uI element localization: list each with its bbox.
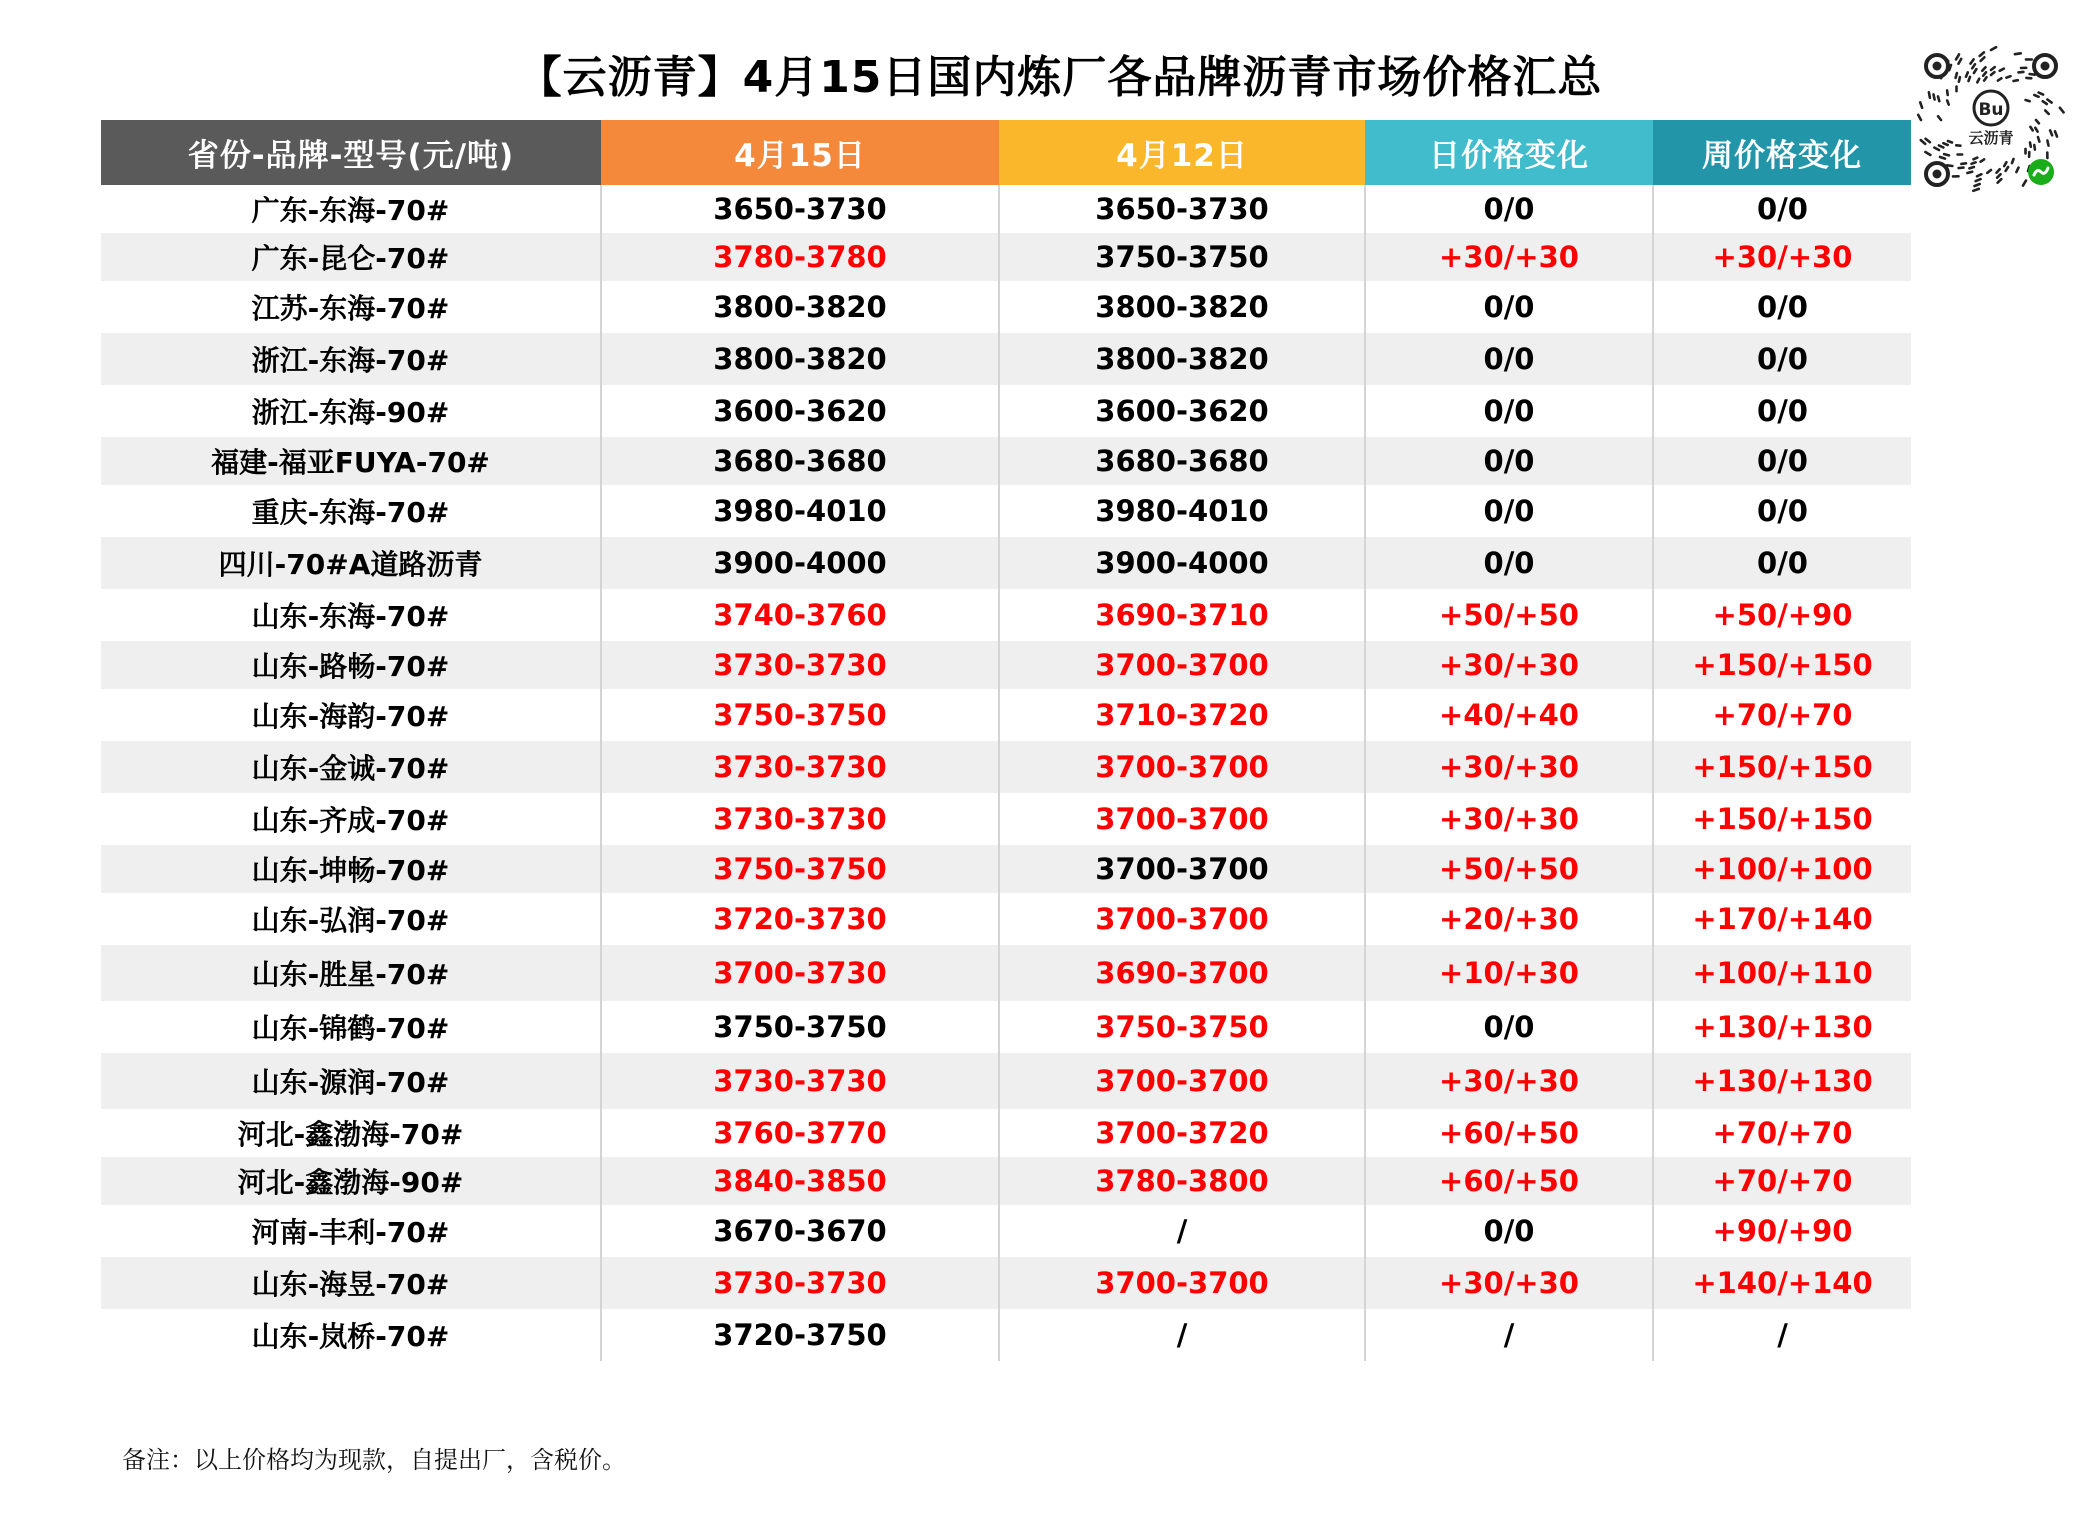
cell-day-change: +60/+50 (1365, 1109, 1653, 1157)
cell-label: 福建-福亚FUYA-70# (101, 437, 601, 485)
cell-label: 河南-丰利-70# (251, 1216, 450, 1249)
cell-today: 3800-3820 (601, 281, 999, 333)
cell-label: 山东-源润-70# (101, 1053, 601, 1109)
cell-previous: 3690-3710 (999, 589, 1365, 641)
cell-week-change: +140/+140 (1653, 1257, 1911, 1309)
table-row (101, 893, 1911, 945)
table-row (101, 641, 1911, 689)
cell-day-change: / (1365, 1309, 1653, 1361)
cell-day-change: +20/+30 (1365, 893, 1653, 945)
table-row (101, 1309, 1911, 1361)
cell-previous: 3700-3700 (999, 793, 1365, 845)
cell-week-change: +150/+150 (1653, 741, 1911, 793)
table-row (101, 1205, 1911, 1257)
cell-previous: 3900-4000 (999, 537, 1365, 589)
cell-today: 3670-3670 (601, 1205, 999, 1257)
cell-today: 3720-3730 (601, 893, 999, 945)
cell-previous: 3600-3620 (999, 385, 1365, 437)
cell-label: 重庆-东海-70# (251, 496, 450, 529)
cell-label: 河北-鑫渤海-70# (237, 1118, 464, 1151)
page-title: 【云沥青】4月15日国内炼厂各品牌沥青市场价格汇总 (517, 52, 1603, 103)
table-row (101, 689, 1911, 741)
cell-week-change: 0/0 (1653, 185, 1911, 233)
cell-previous: 3650-3730 (999, 185, 1365, 233)
cell-week-change: 0/0 (1653, 281, 1911, 333)
table-row (101, 437, 1911, 485)
cell-week-change: 0/0 (1653, 485, 1911, 537)
cell-previous: 3680-3680 (999, 437, 1365, 485)
cell-label: 江苏-东海-70# (251, 292, 450, 325)
cell-previous: 3750-3750 (999, 1001, 1365, 1053)
cell-label: 山东-锦鹤-70# (251, 1012, 450, 1045)
cell-label: 浙江-东海-90# (251, 396, 450, 429)
table-row (101, 589, 1911, 641)
cell-label: 浙江-东海-70# (101, 333, 601, 385)
cell-day-change: 0/0 (1365, 1205, 1653, 1257)
cell-today: 3680-3680 (601, 437, 999, 485)
cell-today: 3730-3730 (601, 1257, 999, 1309)
cell-today: 3730-3730 (601, 793, 999, 845)
cell-day-change: 0/0 (1365, 385, 1653, 437)
cell-today: 3650-3730 (601, 185, 999, 233)
footnote: 备注：以上价格均为现款，自提出厂，含税价。 (122, 1446, 626, 1474)
cell-label: 山东-胜星-70# (101, 945, 601, 1001)
cell-day-change: 0/0 (1365, 281, 1653, 333)
cell-day-change: 0/0 (1365, 185, 1653, 233)
cell-label: 广东-昆仑-70# (101, 233, 601, 281)
cell-week-change: 0/0 (1653, 385, 1911, 437)
cell-week-change: +50/+90 (1653, 589, 1911, 641)
cell-day-change: +30/+30 (1365, 793, 1653, 845)
table-body (101, 185, 1911, 1361)
cell-today: 3730-3730 (601, 641, 999, 689)
table-row (101, 1157, 1911, 1205)
table-row (101, 845, 1911, 893)
table-row (101, 741, 1911, 793)
cell-label: 河北-鑫渤海-90# (101, 1157, 601, 1205)
cell-label: 山东-弘润-70# (251, 904, 450, 937)
cell-day-change: 0/0 (1365, 485, 1653, 537)
cell-today: 3740-3760 (601, 589, 999, 641)
cell-day-change: 0/0 (1365, 437, 1653, 485)
table-row (101, 1109, 1911, 1157)
cell-week-change: +100/+100 (1653, 845, 1911, 893)
cell-today: 3750-3750 (601, 845, 999, 893)
cell-today: 3730-3730 (601, 741, 999, 793)
cell-today: 3750-3750 (601, 689, 999, 741)
cell-label: 山东-坤畅-70# (101, 845, 601, 893)
cell-label: 山东-海昱-70# (101, 1257, 601, 1309)
cell-day-change: +30/+30 (1365, 641, 1653, 689)
cell-label: 山东-东海-70# (251, 600, 450, 633)
cell-previous: / (999, 1205, 1365, 1257)
table-row (101, 233, 1911, 281)
cell-label: 山东-路畅-70# (101, 641, 601, 689)
cell-today: 3840-3850 (601, 1157, 999, 1205)
cell-previous: 3700-3700 (999, 641, 1365, 689)
cell-week-change: +130/+130 (1653, 1053, 1911, 1109)
cell-label: 山东-齐成-70# (251, 804, 450, 837)
cell-week-change: +150/+150 (1653, 793, 1911, 845)
header-province-brand: 省份-品牌-型号(元/吨) (101, 120, 601, 185)
cell-today: 3700-3730 (601, 945, 999, 1001)
cell-week-change: +70/+70 (1653, 1157, 1911, 1205)
cell-previous: 3800-3820 (999, 281, 1365, 333)
cell-label: 山东-海韵-70# (251, 700, 450, 733)
header-week-change: 周价格变化 (1653, 120, 1911, 185)
table-row (101, 1257, 1911, 1309)
cell-previous: 3750-3750 (999, 233, 1365, 281)
qr-label: 云沥青 (1968, 129, 2014, 147)
table-row (101, 385, 1911, 437)
cell-today: 3730-3730 (601, 1053, 999, 1109)
cell-day-change: +50/+50 (1365, 589, 1653, 641)
cell-day-change: 0/0 (1365, 333, 1653, 385)
table-row (101, 793, 1911, 845)
cell-previous: 3700-3700 (999, 741, 1365, 793)
cell-today: 3750-3750 (601, 1001, 999, 1053)
price-table (101, 120, 1911, 1361)
cell-today: 3900-4000 (601, 537, 999, 589)
cell-label: 山东-金诚-70# (101, 741, 601, 793)
cell-previous: / (999, 1309, 1365, 1361)
qr-logo-text: Bu (1978, 100, 2004, 120)
cell-week-change: 0/0 (1653, 537, 1911, 589)
cell-previous: 3980-4010 (999, 485, 1365, 537)
cell-day-change: +60/+50 (1365, 1157, 1653, 1205)
table-row (101, 485, 1911, 537)
cell-previous: 3700-3700 (999, 1053, 1365, 1109)
table-row (101, 537, 1911, 589)
cell-previous: 3700-3720 (999, 1109, 1365, 1157)
cell-label: 山东-岚桥-70# (251, 1320, 450, 1353)
cell-previous: 3700-3700 (999, 845, 1365, 893)
table-row (101, 1053, 1911, 1109)
table-row (101, 945, 1911, 1001)
cell-day-change: +50/+50 (1365, 845, 1653, 893)
cell-day-change: +30/+30 (1365, 1257, 1653, 1309)
header-today: 4月15日 (601, 120, 999, 185)
cell-week-change: +170/+140 (1653, 893, 1911, 945)
cell-week-change: +130/+130 (1653, 1001, 1911, 1053)
table-row (101, 1001, 1911, 1053)
cell-week-change: +150/+150 (1653, 641, 1911, 689)
cell-label: 四川-70#A道路沥青 (101, 537, 601, 589)
cell-previous: 3710-3720 (999, 689, 1365, 741)
cell-week-change: +90/+90 (1653, 1205, 1911, 1257)
cell-week-change: 0/0 (1653, 437, 1911, 485)
cell-today: 3600-3620 (601, 385, 999, 437)
cell-previous: 3700-3700 (999, 1257, 1365, 1309)
cell-week-change: +100/+110 (1653, 945, 1911, 1001)
cell-today: 3720-3750 (601, 1309, 999, 1361)
cell-day-change: +30/+30 (1365, 233, 1653, 281)
cell-day-change: 0/0 (1365, 537, 1653, 589)
cell-label: 广东-东海-70# (251, 194, 450, 227)
cell-day-change: 0/0 (1365, 1001, 1653, 1053)
cell-day-change: +30/+30 (1365, 1053, 1653, 1109)
qr-code (1913, 42, 2069, 198)
cell-previous: 3700-3700 (999, 893, 1365, 945)
cell-day-change: +10/+30 (1365, 945, 1653, 1001)
cell-week-change: +30/+30 (1653, 233, 1911, 281)
cell-previous: 3690-3700 (999, 945, 1365, 1001)
cell-previous: 3780-3800 (999, 1157, 1365, 1205)
table-header-row (101, 120, 1911, 185)
cell-day-change: +30/+30 (1365, 741, 1653, 793)
cell-today: 3760-3770 (601, 1109, 999, 1157)
table-row (101, 185, 1911, 233)
cell-week-change: +70/+70 (1653, 689, 1911, 741)
header-previous: 4月12日 (999, 120, 1365, 185)
cell-today: 3800-3820 (601, 333, 999, 385)
cell-today: 3980-4010 (601, 485, 999, 537)
cell-week-change: 0/0 (1653, 333, 1911, 385)
cell-week-change: +70/+70 (1653, 1109, 1911, 1157)
table-row (101, 281, 1911, 333)
cell-today: 3780-3780 (601, 233, 999, 281)
cell-week-change: / (1653, 1309, 1911, 1361)
cell-previous: 3800-3820 (999, 333, 1365, 385)
table-row (101, 333, 1911, 385)
cell-day-change: +40/+40 (1365, 689, 1653, 741)
header-day-change: 日价格变化 (1365, 120, 1653, 185)
